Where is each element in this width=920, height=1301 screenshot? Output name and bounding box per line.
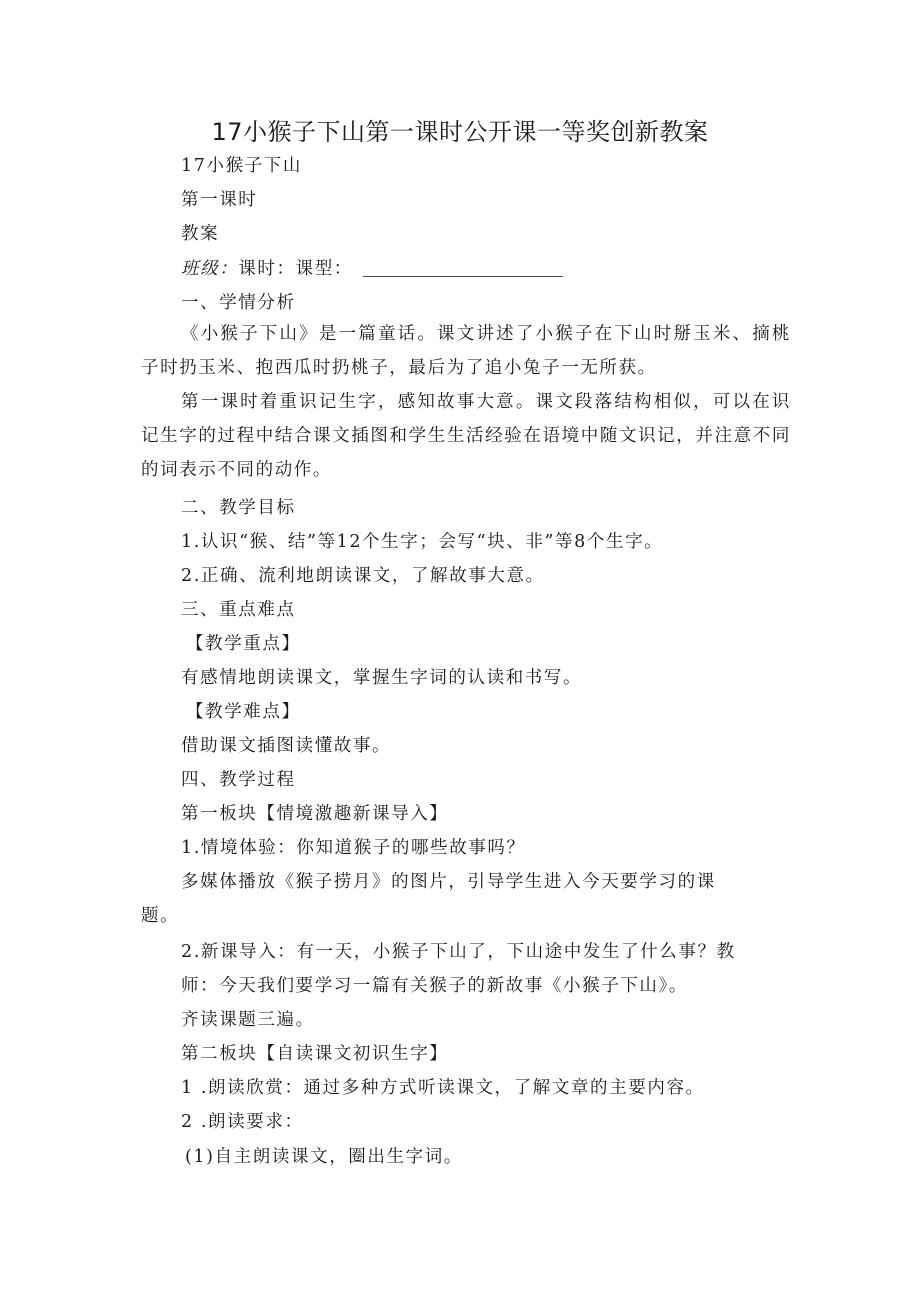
objective-item-2: 2.正确、流利地朗读课文，了解故事大意。: [181, 566, 545, 586]
class-info-row: [181, 255, 563, 280]
lesson-period: 第一课时: [181, 190, 258, 210]
class-label: 班级：: [181, 259, 239, 279]
block-2-heading: 第二板块【自读课文初识生字】: [181, 1044, 449, 1064]
lesson-title: 17小猴子下山: [181, 156, 302, 176]
section-heading-process: 四、教学过程: [181, 770, 296, 790]
document-title: 17小猴子下山第一课时公开课一等奖创新教案: [211, 118, 709, 146]
block-2-sub-item-1: (1)自主朗读课文，圈出生字词。: [185, 1147, 463, 1167]
block-2-item-1: 1 .朗读欣赏：通过多种方式听读课文，了解文章的主要内容。: [181, 1078, 705, 1098]
block-1-item-1-detail: 多媒体播放《猴子捞月》的图片，引导学生进入今天要学习的课: [181, 872, 716, 892]
fill-in-blank: [363, 275, 563, 277]
difficulty-text: 借助课文插图读懂故事。: [181, 736, 392, 756]
block-1-item-1: 1.情境体验：你知道猴子的哪些故事吗？: [181, 838, 526, 858]
section-heading-analysis: 一、学情分析: [181, 293, 296, 313]
block-1-item-2-cont: 师：今天我们要学习一篇有关猴子的新故事《小猴子下山》。: [181, 976, 688, 996]
key-point-label: 【教学重点】: [186, 634, 301, 654]
doc-type-label: 教案: [181, 224, 220, 244]
difficulty-label: 【教学难点】: [186, 702, 301, 722]
block-1-heading: 第一板块【情境激趣新课导入】: [181, 804, 449, 824]
section-heading-key-points: 三、重点难点: [181, 600, 296, 620]
objective-item-1: 1.认识“猴、结”等12个生字；会写“块、非”等8个生字。: [181, 532, 664, 552]
block-1-item-1-detail-cont: 题。: [141, 906, 180, 926]
block-1-item-2: 2.新课导入：有一天，小猴子下山了，下山途中发生了什么事？教: [181, 942, 736, 962]
section-heading-objectives: 二、教学目标: [181, 498, 296, 518]
key-point-text: 有感情地朗读课文，掌握生字词的认读和书写。: [181, 668, 583, 688]
analysis-paragraph-1: 《小猴子下山》是一篇童话。课文讲述了小猴子在下山时掰玉米、摘桃子时扔玉米、抱西瓜时扔桃子，最后为了追小兔子一无所获。: [141, 324, 791, 378]
period-type-label: 课时：课型：: [238, 259, 353, 279]
block-2-item-2: 2 .朗读要求：: [181, 1112, 304, 1132]
analysis-paragraph-2: 第一课时着重识记生字，感知故事大意。课文段落结构相似，可以在识记生字的过程中结合课文插图和学生生活经验在语境中随文识记，并注意不同的词表示不同的动作。: [141, 392, 791, 480]
block-1-item-2-note: 齐读课题三遍。: [181, 1010, 315, 1030]
